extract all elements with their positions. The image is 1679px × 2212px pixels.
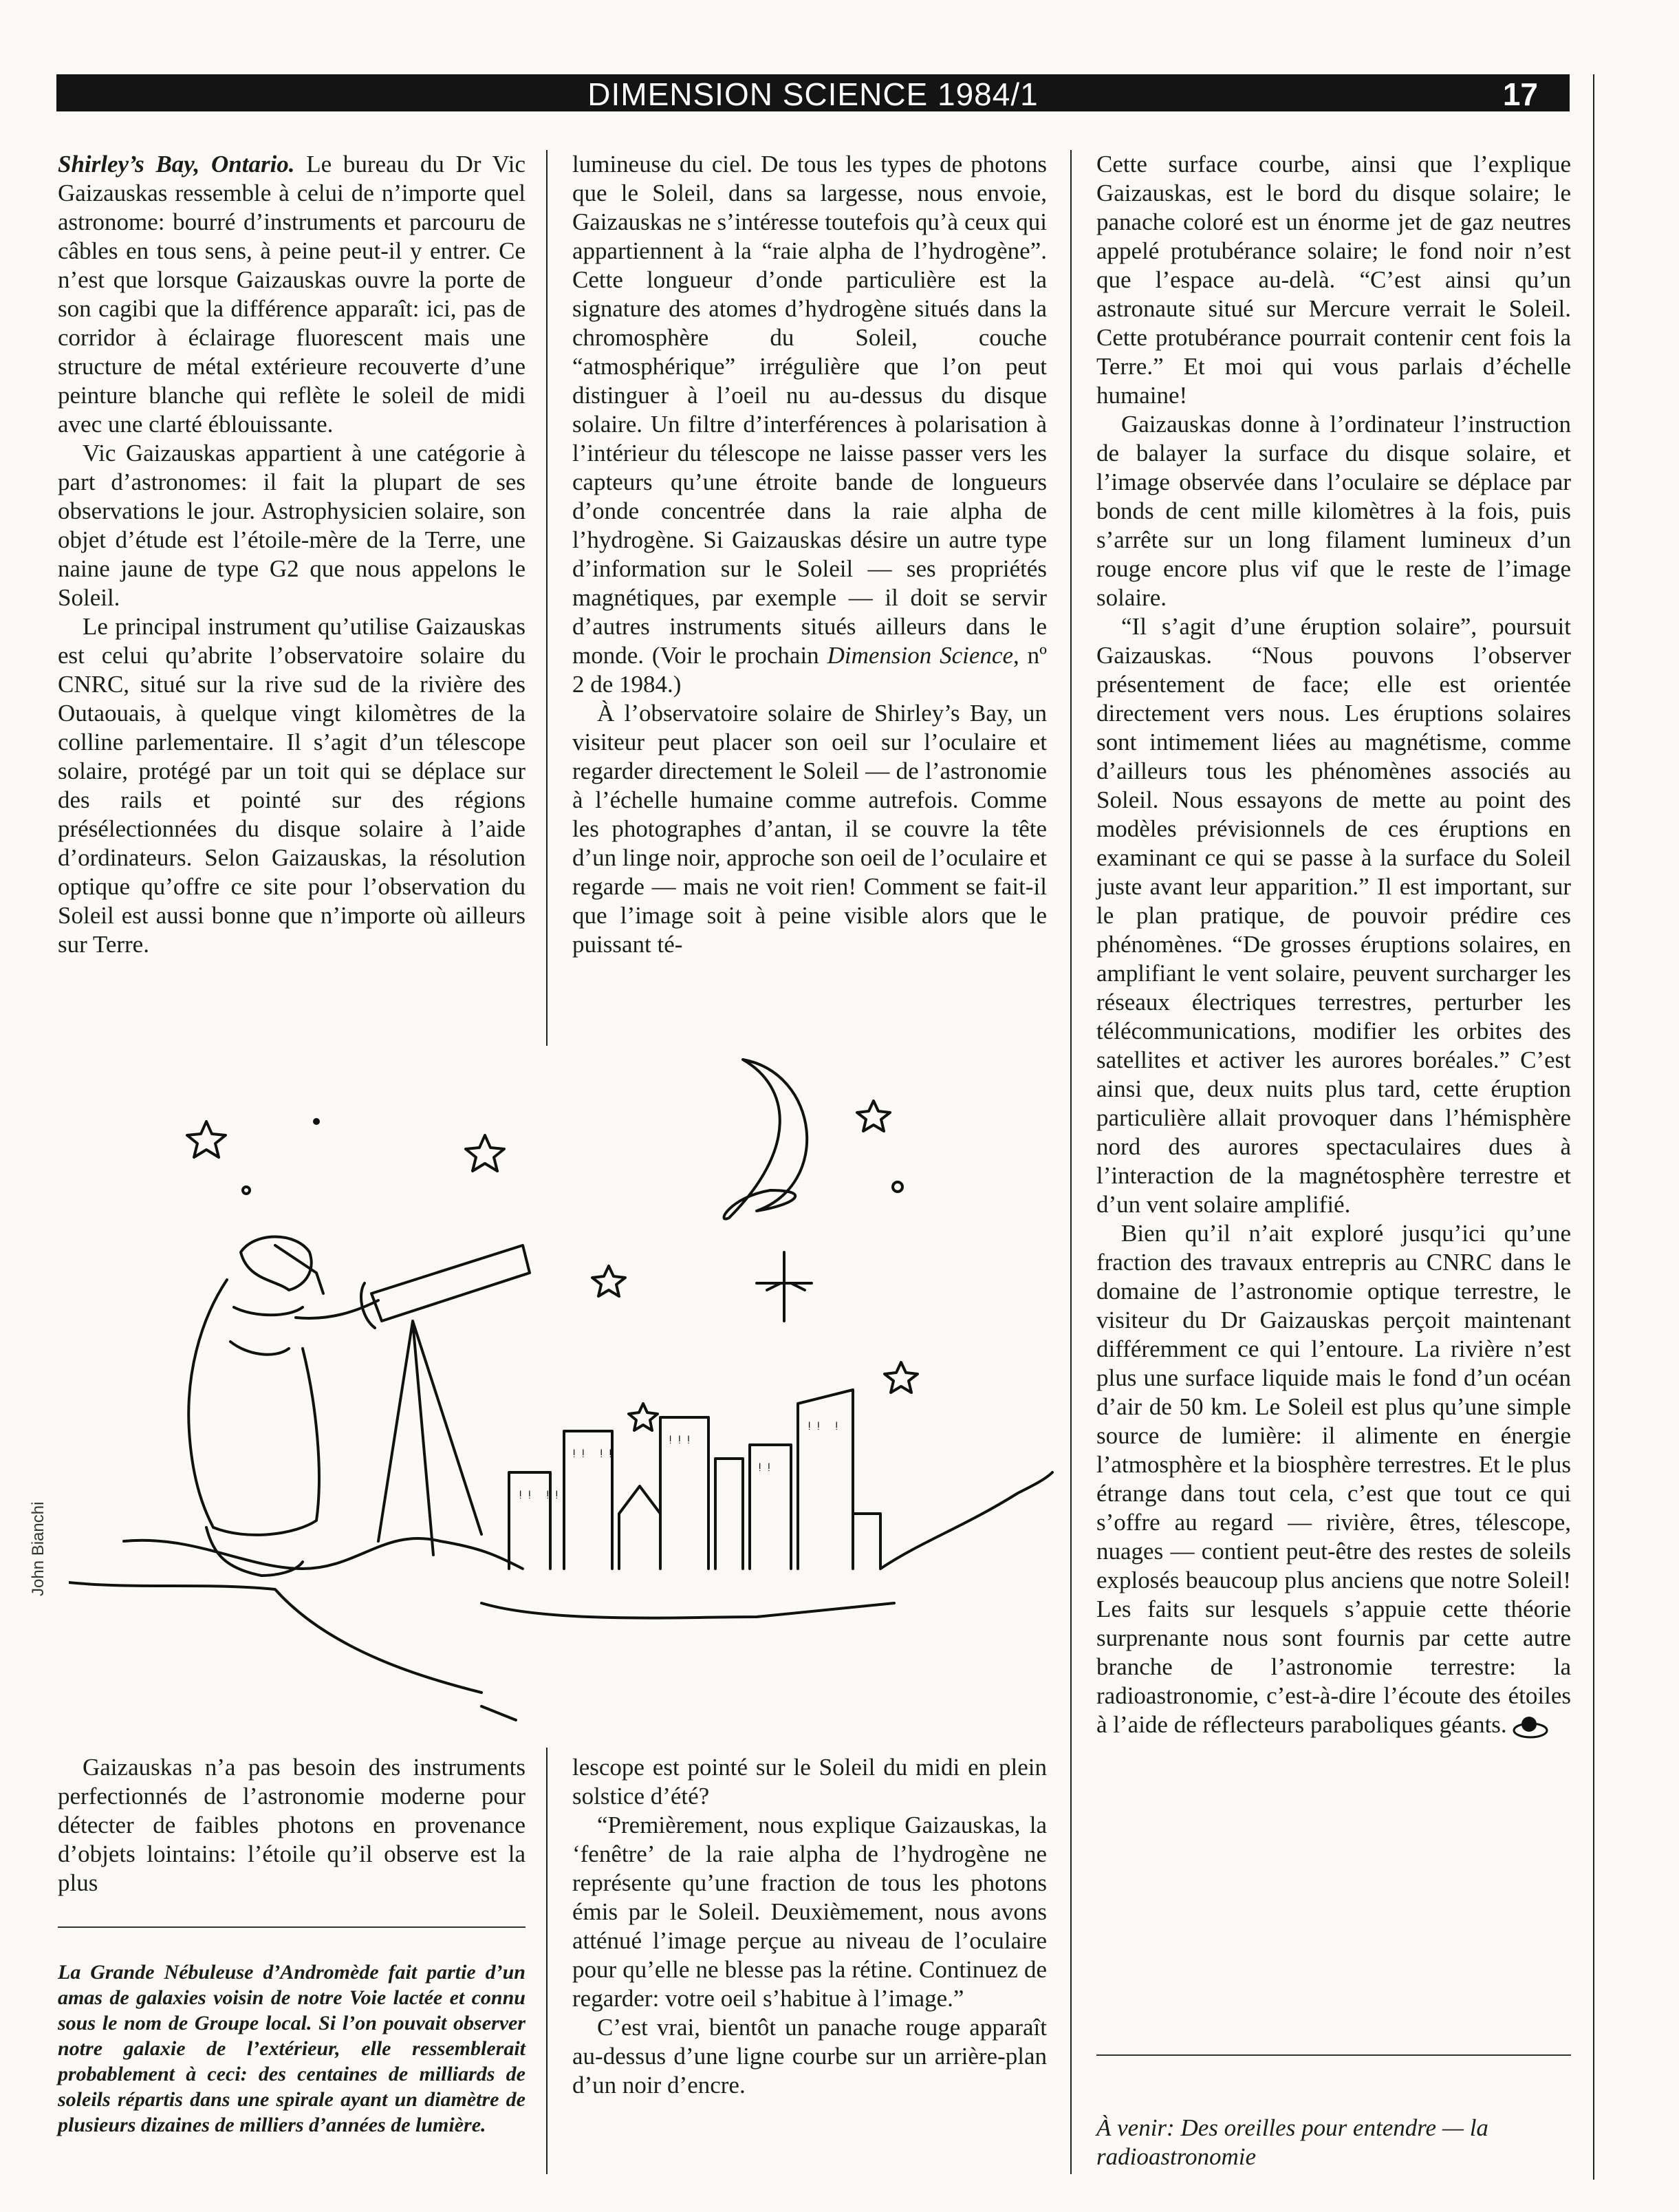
page-number: 17 [1502,76,1538,112]
city-skyline [509,1390,880,1569]
paragraph: Gaizauskas donne à l’ordinateur l’instruction de balayer la surface du disque solaire, et l’image observée dans l’oculaire se déplace par bonds de cent mille kilomètres à la fois, puis s’arrête sur un long filament lumineux d’un rouge encore plus vif que le reste de l’image solaire. [1096,411,1571,611]
end-mark-icon [1513,1715,1548,1739]
paragraph: Cette surface courbe, ainsi que l’explique Gaizauskas, est le bord du disque solaire; le panache coloré est un énorme jet de gaz neutres appelé protubérance solaire; le fond noir n’est que l’espace au-delà. “C’est ainsi qu’un astronaute situé sur Mercure verrait le Soleil. Cette protubérance pourrait contenir cent fois la Terre.” Et moi qui vous parlais d’échelle humaine! [1096,151,1571,409]
caption-rule [58,1926,526,1928]
star-icon [592,1266,625,1296]
outer-rule-right [1593,74,1594,2180]
paragraph-text: , nº 2 de 1984.) [572,642,1047,698]
footer-rule [1096,2054,1571,2056]
image-caption: La Grande Nébuleuse d’Andromède fait partie d’un amas de galaxies voisin de notre Voie lactée et connu sous le nom de Groupe local. Si l’on pouvait observer notre galaxie de l’extérieur, elle ressemblerait probablement à ceci: des centaines de milliards de soleils répartis dans une spirale ayant un diamètre de plusieurs dizaines de milliers d’années de lumière. [58,1961,526,2136]
header-bar [56,74,1570,111]
column-2-top [572,150,1047,959]
paragraph-text: Bien qu’il n’ait exploré jusqu’ici qu’une fraction des travaux entrepris au CNRC dans le domaine de l’astronomie optique terrestre, le visiteur du Dr Gaizauskas perçoit maintenant différemment ce qui l’entoure. La rivière n’est plus une surface liquide mais le fond d’un océan d’air de 50 km. Le Soleil est plus qu’une simple source de lumière: il alimente en énergie l’atmosphère et la biosphère terrestres. Et le plus étrange dans tout cela, c’est que tout ce qui s’offre au regard — rivière, êtres, télescope, nuages — contient peut-être des restes de soleils explosés beaucoup plus anciens que notre Soleil! Les faits sur lesquels s’appuie cette théorie surprenante nous sont fournis par cette autre branche de l’astronomie terrestre: la radioastronomie, c’est-à-dire l’écoute des étoiles à l’aide de réflecteurs paraboliques géants. [1096,1220,1571,1738]
star-icon [885,1362,918,1393]
paragraph-text: lumineuse du ciel. De tous les types de photons que le Soleil, dans sa largesse, nous envoie, Gaizauskas ne s’intéresse toutefois qu’à ceux qui appartiennent à la “raie alpha de l’hydrogène”. Cette longueur d’onde particulière est la signature des atomes d’hydrogène situés dans la chromosphère du Soleil, couche “atmosphérique” irrégulière que l’on peut distinguer à l’oeil nu au-dessus du disque solaire. Un filtre d’interférences à polarisation à l’intérieur du télescope ne laisse passer vers les capteurs qu’une étroite bande de longueurs d’onde concentrée dans la raie alpha de l’hydrogène. Si Gaizauskas désire un autre type d’information sur le Soleil — ses propriétés magnétiques, par exemple — il doit se servir d’autres instruments situés ailleurs dans le monde. (Voir le prochain [572,151,1047,669]
paragraph: “Il s’agit d’une éruption solaire”, poursuit Gaizauskas. “Nous pouvons l’observer présentement de face; elle est orientée directement vers nous. Les éruptions solaires sont intimement liées au magnétisme, comme d’ailleurs tous les phénomènes associés au Soleil. Nous essayons de mette au point des modèles prévisionnels de ces éruptions en examinant ce qui se passe à la surface du Soleil juste avant leur apparition.” Il est important, sur le plan pratique, de pouvoir prédire ces phénomènes. “De grosses éruptions solaires, en amplifiant le vent solaire, peuvent surcharger les réseaux électriques terrestres, perturber les télécommunications, modifier les orbites des satellites et activer les aurores boréales.” C’est ainsi que, deux nuits plus tard, cette éruption particulière allait provoquer dans l’hémisphère nord des aurores spectaculaires dues à l’interaction de la magnétosphère terrestre et d’un vent solaire amplifié. [1096,613,1571,1218]
star-icon [629,1404,658,1430]
column-rule-left-lower [546,1748,548,2174]
star-icon [757,1252,812,1321]
paragraph: Le principal instrument qu’utilise Gaizauskas est celui qu’abrite l’observatoire solaire du CNRC, situé sur la rive sud de la rivière des Outaouais, à quelque vingt kilomètres de la colline parlementaire. Il s’agit d’un télescope solaire, protégé par un toit qui se déplace sur des rails et pointé sur des régions présélectionnées du disque solaire à l’aide d’ordinateurs. Selon Gaizauskas, la résolution optique qu’offre ce site pour l’observation du Soleil est aussi bonne que n’importe où ailleurs sur Terre. [58,613,526,958]
astronomer-cartoon [69,1046,1059,1741]
illustration-credit: John Bianchi [29,1501,47,1596]
paragraph: À l’observatoire solaire de Shirley’s Bay, un visiteur peut placer son oeil sur l’oculaire et regarder directement le Soleil — de l’astronomie à l’échelle humaine comme autrefois. Comme les photographes d’antan, il se couvre la tête d’un linge noir, approche son oeil de l’oculaire et regarde — mais ne voit rien! Comment se fait-il que l’image soit à peine visible alors que le puissant té- [572,700,1047,958]
paragraph [58,150,526,439]
star-icon [187,1121,226,1157]
svg-text:ᵎᵎᵎ: ᵎᵎᵎ [666,1432,693,1450]
journal-title: Dimension Science [827,642,1013,669]
svg-text:ᵎᵎ ᵎᵎ: ᵎᵎ ᵎᵎ [516,1488,562,1505]
svg-text:ᵎᵎ: ᵎᵎ [755,1460,774,1477]
svg-text:ᵎᵎ ᵎᵎ: ᵎᵎ ᵎᵎ [570,1446,616,1463]
column-1-bottom [58,1753,526,1898]
star-icon [466,1135,504,1171]
paragraph [572,150,1047,699]
paragraph: Gaizauskas n’a pas besoin des instruments perfectionnés de l’astronomie moderne pour détecter de faibles photons en provenance d’objets lointains: l’étoile qu’il observe est la plus [58,1754,526,1896]
paragraph: “Premièrement, nous explique Gaizauskas, la ‘fenêtre’ de la raie alpha de l’hydrogène ne représente qu’une fraction de tous les photons émis par le Soleil. Deuxièmement, nous avons atténué l’image perçue au niveau de l’oculaire pour qu’elle ne blesse pas la rétine. Continuez de regarder: votre oeil s’habitue à l’image.” [572,1812,1047,2012]
paragraph-text: Le bureau du Dr Vic Gaizauskas ressemble à celui de n’importe quel astronome: bourré d’instruments et parcouru de câbles en tous sens, à peine peut-il y entrer. Ce n’est que lorsque Gaizauskas ouvre la porte de son cagibi que la différence apparaît: ici, pas de corridor à éclairage fluorescent mais une structure de métal extérieure recouverte d’une peinture blanche qui reflète le soleil de midi avec une clarté éblouissante. [58,151,526,438]
paragraph: lescope est pointé sur le Soleil du midi en plein solstice d’été? [572,1754,1047,1810]
telescope [371,1245,530,1321]
next-issue-note: À venir: Des oreilles pour entendre — la radioastronomie [1096,2114,1488,2170]
column-rule-left [546,150,548,1046]
dateline: Shirley’s Bay, Ontario. [58,151,295,178]
running-head: DIMENSION SCIENCE 1984/1 [587,76,1039,112]
paragraph: C’est vrai, bientôt un panache rouge apparaît au-dessus d’une ligne courbe sur un arrière-plan d’un noir d’encre. [572,2014,1047,2098]
svg-text:ᵎᵎ ᵎ: ᵎᵎ ᵎ [805,1419,841,1436]
paragraph: Vic Gaizauskas appartient à une catégorie à part d’astronomes: il fait la plupart de ses observations le jour. Astrophysicien solaire, son objet d’étude est l’étoile-mère de la Terre, une naine jaune de type G2 que nous appelons le Soleil. [58,440,526,611]
column-3 [1096,150,1571,1739]
column-2-bottom [572,1753,1047,2100]
paragraph [1096,1219,1571,1739]
column-rule-right [1070,150,1072,2174]
star-icon [857,1101,890,1131]
crescent-moon-icon [724,1060,808,1219]
column-1-top [58,150,526,959]
